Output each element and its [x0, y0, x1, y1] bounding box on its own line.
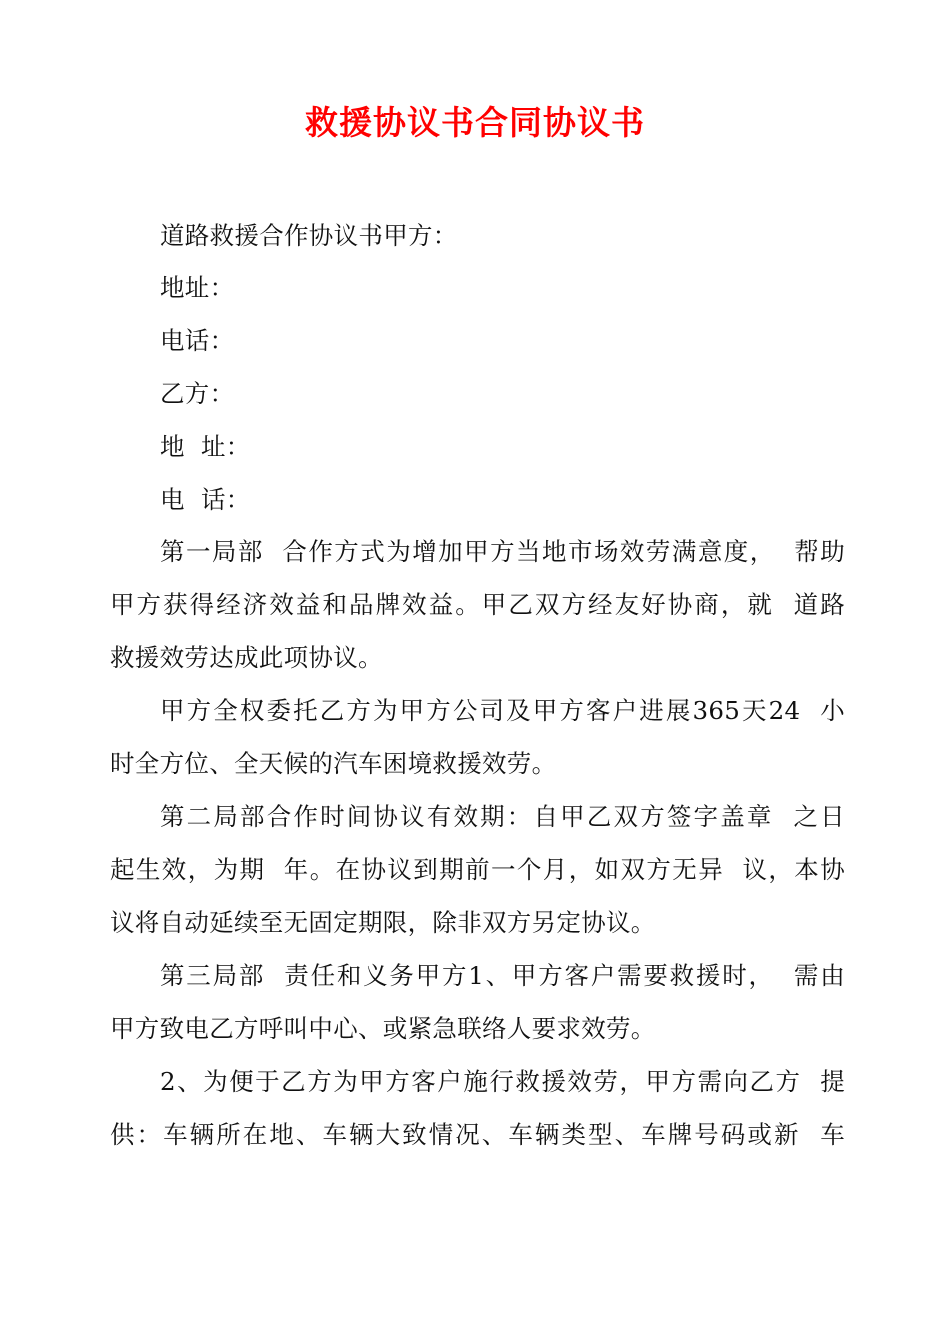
paragraph-line: 议将自动延续至无固定期限，除非双方另定协议。 [110, 908, 656, 937]
paragraph-line: 时全方位、全天候的汽车困境救援效劳。 [110, 749, 557, 778]
paragraph-line: 第三局部 责任和义务甲方1、甲方客户需要救援时， 需由 [160, 961, 845, 990]
party-b-phone: 电 话： [160, 485, 251, 514]
party-a-heading: 道路救援合作协议书甲方： [160, 221, 458, 250]
paragraph-line: 救援效劳达成此项协议。 [110, 643, 383, 672]
paragraph-line: 起生效，为期 年。在协议到期前一个月，如双方无异 议，本协 [110, 855, 845, 884]
paragraph-line: 第一局部 合作方式为增加甲方当地市场效劳满意度， 帮助 [160, 537, 845, 566]
party-b-address: 地 址： [160, 432, 251, 461]
paragraph-line: 供：车辆所在地、车辆大致情况、车辆类型、车牌号码或新 车 [110, 1120, 845, 1149]
party-a-phone: 电话： [160, 326, 235, 355]
party-a-address: 地址： [160, 273, 235, 302]
document-title: 救援协议书合同协议书 [305, 103, 645, 142]
paragraph-line: 2、为便于乙方为甲方客户施行救援效劳，甲方需向乙方 提 [160, 1067, 845, 1096]
paragraph-line: 第二局部合作时间协议有效期：自甲乙双方签字盖章 之日 [160, 802, 845, 831]
paragraph-line: 甲方全权委托乙方为甲方公司及甲方客户进展365天24 小 [160, 696, 845, 725]
party-b-heading: 乙方： [160, 379, 235, 408]
paragraph-line: 甲方获得经济效益和品牌效益。甲乙双方经友好协商，就 道路 [110, 590, 845, 619]
paragraph-line: 甲方致电乙方呼叫中心、或紧急联络人要求效劳。 [110, 1014, 656, 1043]
